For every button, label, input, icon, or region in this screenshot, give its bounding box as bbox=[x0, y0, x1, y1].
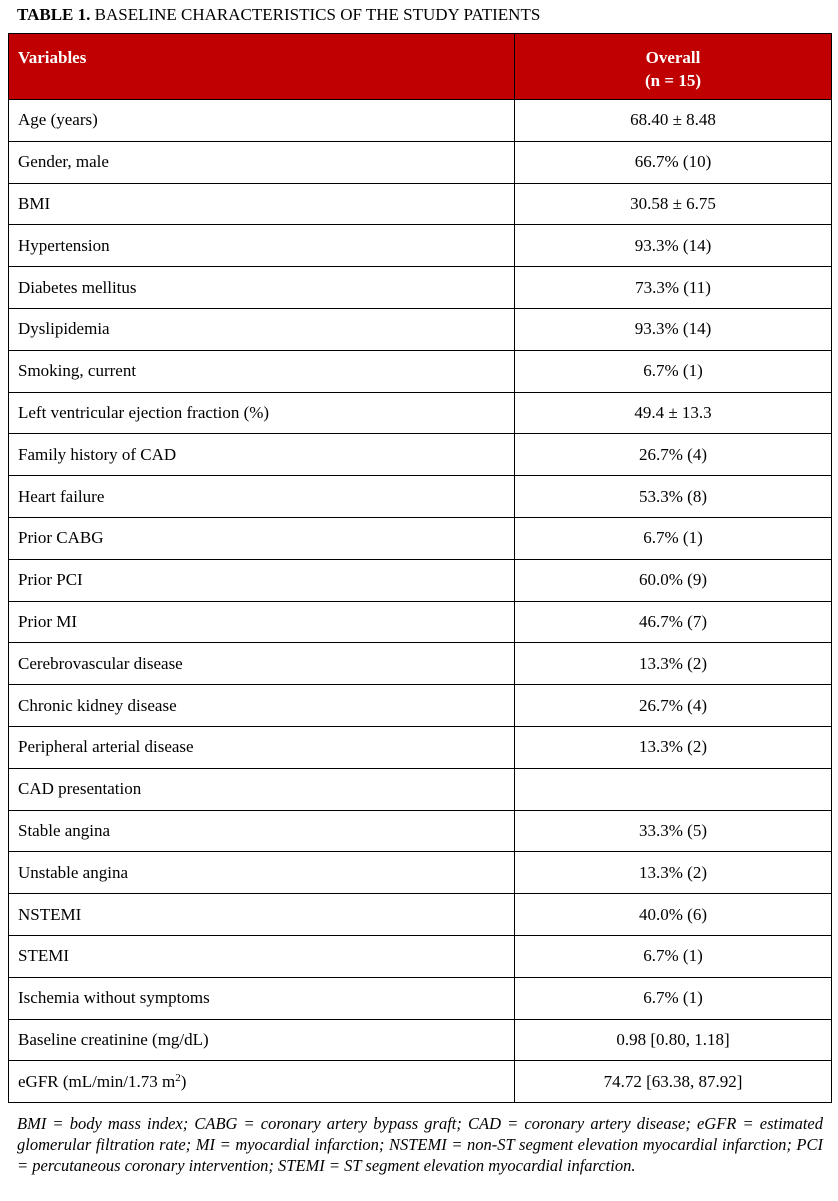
table-row bbox=[9, 601, 832, 643]
table-row bbox=[9, 810, 832, 852]
variable-label: Left ventricular ejection fraction (%) bbox=[18, 402, 270, 422]
table-number: TABLE 1. bbox=[17, 5, 91, 24]
overall-value-cell: 60.0% (9) bbox=[515, 559, 832, 601]
overall-value-cell: 33.3% (5) bbox=[515, 810, 832, 852]
overall-value-cell: 93.3% (14) bbox=[515, 225, 832, 267]
superscript: 2 bbox=[175, 1071, 181, 1084]
variable-cell bbox=[9, 894, 515, 936]
variable-label: Unstable angina bbox=[18, 862, 128, 882]
table-row bbox=[9, 183, 832, 225]
overall-value-cell: 6.7% (1) bbox=[515, 517, 832, 559]
table-row bbox=[9, 1061, 832, 1103]
variable-cell bbox=[9, 852, 515, 894]
overall-value-cell: 73.3% (11) bbox=[515, 267, 832, 309]
table-title: BASELINE CHARACTERISTICS OF THE STUDY PATIENTS bbox=[94, 5, 541, 24]
table-row bbox=[9, 308, 832, 350]
overall-value-cell: 49.4 ± 13.3 bbox=[515, 392, 832, 434]
variable-label: Age (years) bbox=[18, 110, 98, 130]
variable-label: CAD presentation bbox=[18, 779, 142, 799]
table-row bbox=[9, 476, 832, 518]
variable-cell bbox=[9, 1061, 515, 1103]
overall-value-cell: 68.40 ± 8.48 bbox=[515, 100, 832, 142]
table-row bbox=[9, 392, 832, 434]
table-row bbox=[9, 559, 832, 601]
variable-cell bbox=[9, 434, 515, 476]
variable-cell bbox=[9, 225, 515, 267]
table-footnote: BMI = body mass index; CABG = coronary artery bypass graft; CAD = coronary artery disease; eGFR = estimated glomerular filtration rate; MI = myocardial infarction; NSTEMI = non-ST segment elevation myocardial infarction; PCI = percutaneous coronary intervention; STEMI = ST segment elevation myocardial infarction. bbox=[17, 1114, 823, 1175]
overall-value-cell: 66.7% (10) bbox=[515, 141, 832, 183]
overall-label: Overall bbox=[645, 48, 701, 67]
variable-cell bbox=[9, 476, 515, 518]
table-row bbox=[9, 350, 832, 392]
overall-value-cell: 13.3% (2) bbox=[515, 852, 832, 894]
overall-value-cell: 0.98 [0.80, 1.18] bbox=[515, 1019, 832, 1061]
variable-label: Baseline creatinine (mg/dL) bbox=[18, 1029, 209, 1049]
table-caption bbox=[17, 5, 540, 25]
variable-label: Prior PCI bbox=[18, 570, 83, 590]
variable-cell bbox=[9, 1019, 515, 1061]
variable-cell bbox=[9, 392, 515, 434]
table-row bbox=[9, 1019, 832, 1061]
variable-label: Dyslipidemia bbox=[18, 319, 110, 339]
variable-label: Prior CABG bbox=[18, 528, 104, 548]
variable-label: Peripheral arterial disease bbox=[18, 737, 194, 757]
overall-value-cell: 13.3% (2) bbox=[515, 643, 832, 685]
variable-label: NSTEMI bbox=[18, 904, 82, 924]
variable-cell bbox=[9, 768, 515, 810]
variable-label: Prior MI bbox=[18, 611, 78, 631]
table-row bbox=[9, 267, 832, 309]
table-row bbox=[9, 977, 832, 1019]
table-header-row bbox=[9, 34, 832, 100]
variable-cell bbox=[9, 350, 515, 392]
variable-cell bbox=[9, 183, 515, 225]
variable-cell bbox=[9, 141, 515, 183]
variable-label: Cerebrovascular disease bbox=[18, 653, 183, 673]
table-row bbox=[9, 685, 832, 727]
variable-cell bbox=[9, 977, 515, 1019]
variable-label: Heart failure bbox=[18, 486, 105, 506]
variable-cell bbox=[9, 308, 515, 350]
variable-cell bbox=[9, 559, 515, 601]
variable-cell bbox=[9, 517, 515, 559]
table-row bbox=[9, 643, 832, 685]
table-row bbox=[9, 434, 832, 476]
variable-cell bbox=[9, 100, 515, 142]
overall-value-cell: 40.0% (6) bbox=[515, 894, 832, 936]
column-header-variables: Variables bbox=[9, 34, 515, 100]
overall-value-cell: 6.7% (1) bbox=[515, 935, 832, 977]
variable-cell bbox=[9, 810, 515, 852]
column-header-overall bbox=[515, 34, 832, 100]
table-row bbox=[9, 225, 832, 267]
variable-label: Gender, male bbox=[18, 152, 109, 172]
variable-label: Smoking, current bbox=[18, 361, 137, 381]
table-row bbox=[9, 517, 832, 559]
variable-label: Hypertension bbox=[18, 235, 110, 255]
table-row bbox=[9, 100, 832, 142]
overall-value-cell: 53.3% (8) bbox=[515, 476, 832, 518]
table-row bbox=[9, 726, 832, 768]
overall-value-cell: 26.7% (4) bbox=[515, 685, 832, 727]
variable-cell bbox=[9, 601, 515, 643]
variable-label: Stable angina bbox=[18, 820, 111, 840]
overall-value-cell: 30.58 ± 6.75 bbox=[515, 183, 832, 225]
variable-cell bbox=[9, 685, 515, 727]
variable-label: eGFR (mL/min/1.73 m bbox=[18, 1071, 176, 1091]
overall-value-cell: 93.3% (14) bbox=[515, 308, 832, 350]
overall-value-cell bbox=[515, 768, 832, 810]
variable-cell bbox=[9, 643, 515, 685]
variable-cell bbox=[9, 267, 515, 309]
variable-label: Ischemia without symptoms bbox=[18, 988, 210, 1008]
overall-value-cell: 74.72 [63.38, 87.92] bbox=[515, 1061, 832, 1103]
variable-suffix: ) bbox=[180, 1071, 187, 1091]
overall-value-cell: 6.7% (1) bbox=[515, 977, 832, 1019]
table-row bbox=[9, 768, 832, 810]
overall-value-cell: 26.7% (4) bbox=[515, 434, 832, 476]
table-row bbox=[9, 894, 832, 936]
table-row bbox=[9, 935, 832, 977]
overall-n: (n = 15) bbox=[645, 71, 701, 90]
overall-value-cell: 6.7% (1) bbox=[515, 350, 832, 392]
overall-value-cell: 46.7% (7) bbox=[515, 601, 832, 643]
table-row bbox=[9, 852, 832, 894]
variable-label: Chronic kidney disease bbox=[18, 695, 177, 715]
overall-value-cell: 13.3% (2) bbox=[515, 726, 832, 768]
variable-label: STEMI bbox=[18, 946, 69, 966]
variable-label: Family history of CAD bbox=[18, 444, 177, 464]
variable-cell bbox=[9, 726, 515, 768]
variable-cell bbox=[9, 935, 515, 977]
variable-label: BMI bbox=[18, 193, 51, 213]
table-row bbox=[9, 141, 832, 183]
variable-label: Diabetes mellitus bbox=[18, 277, 137, 297]
baseline-characteristics-table bbox=[8, 33, 832, 1103]
